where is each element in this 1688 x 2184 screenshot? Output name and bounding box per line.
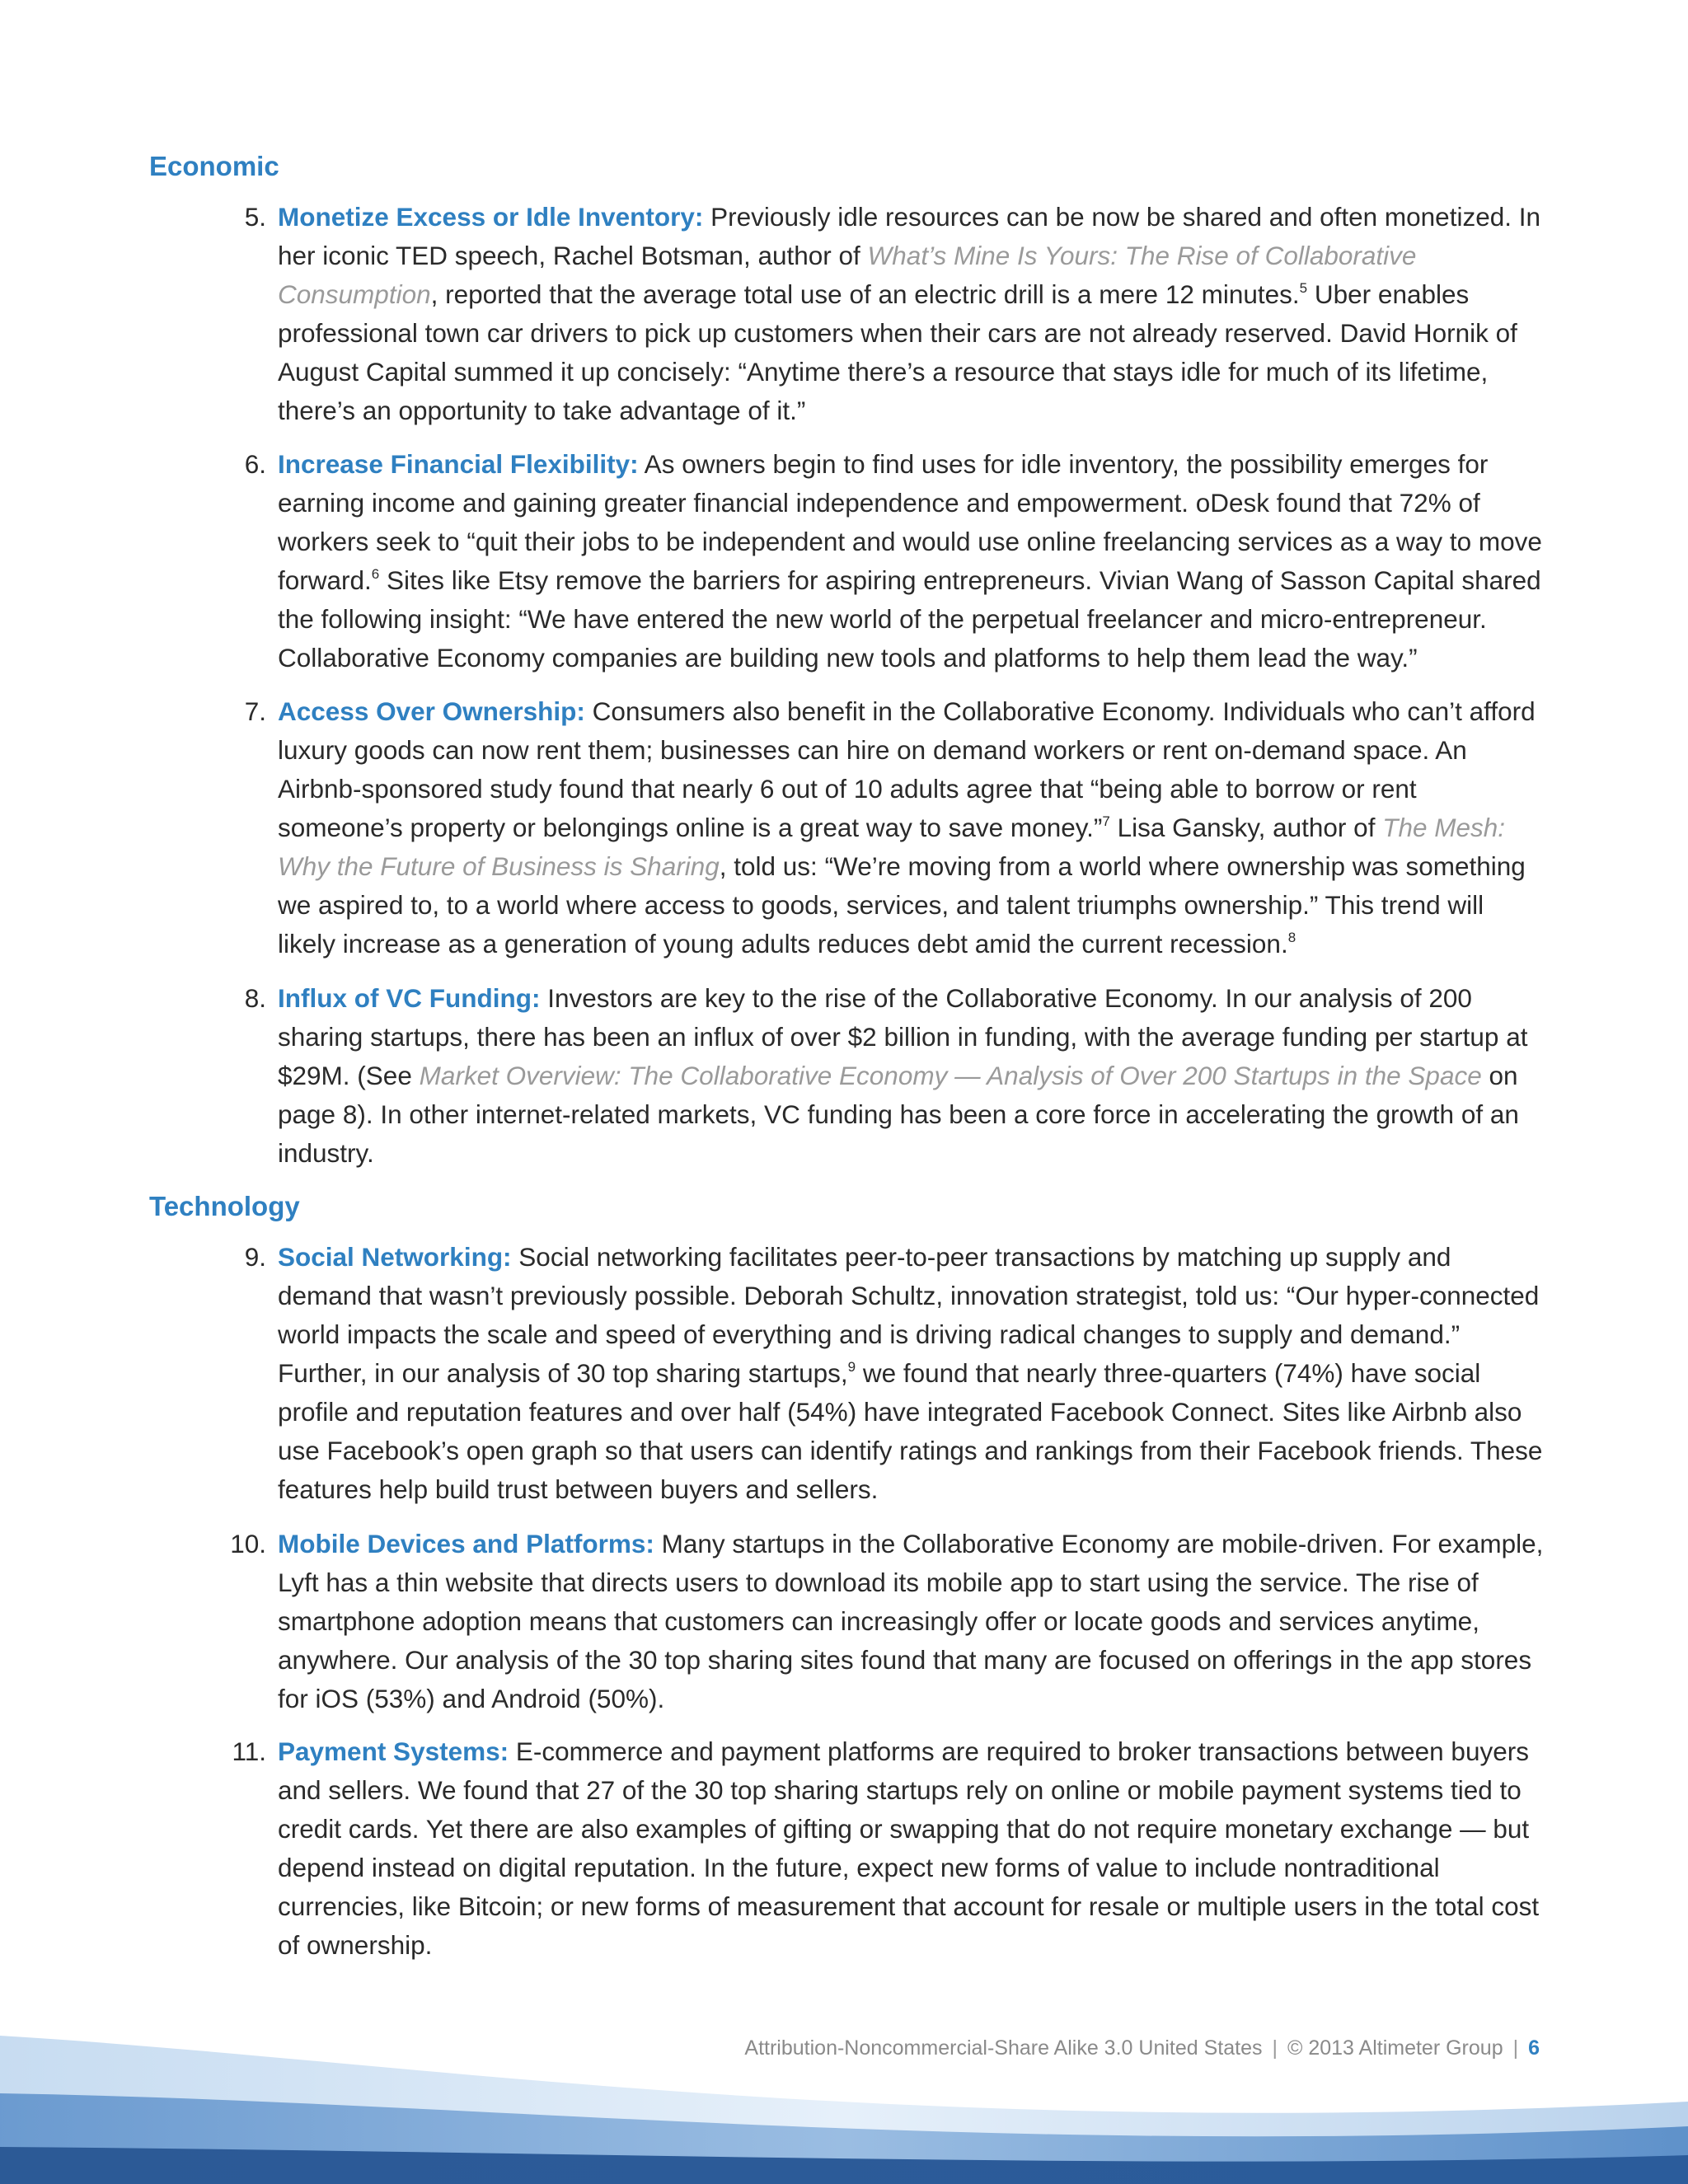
- list-item-number: 7.: [244, 696, 266, 726]
- list-item-number: 9.: [244, 1242, 266, 1272]
- section-heading-economic: Economic: [149, 151, 279, 181]
- page-number: 6: [1528, 2036, 1540, 2060]
- license-text: Attribution-Noncommercial-Share Alike 3.0 United States: [744, 2036, 1263, 2060]
- list-item-8: [244, 979, 1547, 1173]
- list-item-number: 5.: [244, 202, 266, 232]
- list-item-5: [244, 198, 1547, 430]
- list-item-text: Investors are key to the rise of the Collaborative Economy. In our analysis of 200 sharing startups, there has been an influx of over $2 billion in funding, with the average funding per startup at $29M. (See: [278, 983, 1528, 1090]
- list-item-number: 8.: [244, 983, 266, 1013]
- list-item-title: Increase Financial Flexibility:: [278, 449, 639, 479]
- list-item-text: Many startups in the Collaborative Economy are mobile-driven. For example, Lyft has a thin website that directs users to download its mobile app to start using the service. The rise of smartphone adoption means that customers can increasingly offer or locate goods and services anytime, anywhere. Our analysis of the 30 top sharing sites found that many are focused on offerings in the app stores for iOS (53%) and Android (50%).: [278, 1529, 1544, 1713]
- footnote-ref: 9: [847, 1359, 856, 1375]
- footnote-ref: 5: [1299, 280, 1308, 296]
- list-item-9: [244, 1238, 1547, 1509]
- list-item-text: Sites like Etsy remove the barriers for aspiring entrepreneurs. Vivian Wang of Sasson Capital shared the following insight: “We have entered the new world of the perpetual freelancer and micro-entrepreneur. Collaborative Economy companies are building new tools and platforms to help them lead the way.”: [278, 565, 1541, 673]
- list-item-text: As owners begin to find uses for idle inventory, the possibility emerges for earning income and gaining greater financial independence and empowerment. oDesk found that 72% of workers seek to “quit their jobs to be independent and would use online freelancing services as a way to move forward.: [278, 449, 1542, 595]
- list-item-10: [230, 1525, 1547, 1718]
- list-item-text: on page 8). In other internet-related markets, VC funding has been a core force in accelerating the growth of an industry.: [278, 1061, 1519, 1168]
- book-citation: What’s Mine Is Yours: The Rise of Collaborative Consumption: [278, 241, 1417, 309]
- section-heading-technology: Technology: [149, 1191, 300, 1221]
- list-item-text: Previously idle resources can be now be shared and often monetized. In her iconic TED speech, Rachel Botsman, author of: [278, 202, 1541, 270]
- list-item-title: Access Over Ownership:: [278, 696, 585, 726]
- footer-wave-decoration: [0, 2003, 1688, 2184]
- footer-separator: |: [1272, 2036, 1278, 2060]
- list-item-number: 11.: [232, 1736, 266, 1766]
- list-item-text: , reported that the average total use of an electric drill is a mere 12 minutes.: [430, 279, 1300, 309]
- list-item-text: Lisa Gansky, author of: [1109, 813, 1383, 842]
- list-item-text: we found that nearly three-quarters (74%) have social profile and reputation features and over half (54%) have integrated Facebook Connect. Sites like Airbnb also use Facebook’s open graph so that users can identify ratings and rankings from their Facebook friends. These features help build trust between buyers and sellers.: [278, 1358, 1543, 1504]
- list-item-number: 6.: [244, 449, 266, 479]
- book-citation: The Mesh: Why the Future of Business is Sharing: [278, 813, 1506, 881]
- footnote-ref: 8: [1287, 930, 1296, 945]
- list-item-title: Monetize Excess or Idle Inventory:: [278, 202, 704, 232]
- footer-separator: |: [1512, 2036, 1519, 2060]
- list-item-text: , told us: “We’re moving from a world where ownership was something we aspired to, to a world where access to goods, services, and talent triumphs ownership.” This trend will likely increase as a generation of young adults reduces debt amid the current recession.: [278, 851, 1526, 958]
- list-item-title: Payment Systems:: [278, 1736, 509, 1766]
- list-item-number: 10.: [230, 1529, 266, 1558]
- list-item-title: Social Networking:: [278, 1242, 512, 1272]
- list-item-title: Mobile Devices and Platforms:: [278, 1529, 654, 1558]
- list-item-text: Social networking facilitates peer-to-peer transactions by matching up supply and demand that wasn’t previously possible. Deborah Schultz, innovation strategist, told us: “Our hyper-connected world impacts the scale and speed of everything and is driving radical changes to supply and demand.” Further, in our analysis of 30 top sharing startups,: [278, 1242, 1540, 1388]
- footnote-ref: 7: [1102, 813, 1110, 829]
- list-item-7: [244, 692, 1547, 963]
- page-footer: [744, 2033, 1540, 2063]
- list-item-title: Influx of VC Funding:: [278, 983, 541, 1013]
- copyright-text: © 2013 Altimeter Group: [1287, 2036, 1503, 2060]
- list-item-11: [232, 1732, 1547, 1965]
- list-item-text: E-commerce and payment platforms are required to broker transactions between buyers and sellers. We found that 27 of the 30 top sharing startups rely on online or mobile payment systems tied to credit cards. Yet there are also examples of gifting or swapping that do not require monetary exchange — but depend instead on digital reputation. In the future, expect new forms of value to include nontraditional currencies, like Bitcoin; or new forms of measurement that account for resale or multiple users in the total cost of ownership.: [278, 1736, 1540, 1960]
- report-citation: Market Overview: The Collaborative Economy — Analysis of Over 200 Startups in the Space: [419, 1061, 1482, 1090]
- list-item-text: Uber enables professional town car drivers to pick up customers when their cars are not already reserved. David Hornik of August Capital summed it up concisely: “Anytime there’s a resource that stays idle for much of its lifetime, there’s an opportunity to take advantage of it.”: [278, 279, 1517, 425]
- list-item-6: [244, 445, 1547, 677]
- footnote-ref: 6: [371, 566, 380, 582]
- list-item-text: Consumers also benefit in the Collaborative Economy. Individuals who can’t afford luxury goods can now rent them; businesses can hire on demand workers or rent on-demand space. An Airbnb-sponsored study found that nearly 6 out of 10 adults agree that “being able to borrow or rent someone’s property or belongings online is a great way to save money.”: [278, 696, 1536, 842]
